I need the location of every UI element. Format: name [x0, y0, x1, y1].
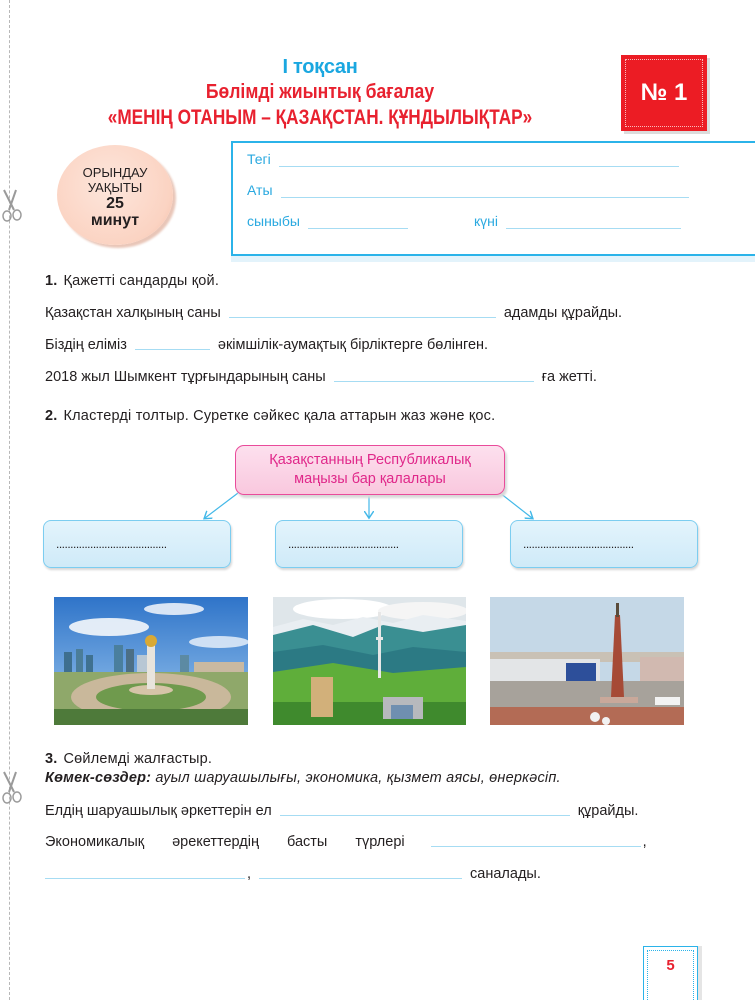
task3-line1: [45, 803, 638, 819]
task1-line2: [45, 337, 488, 353]
city-answer-box-3[interactable]: .......................................: [510, 520, 698, 568]
page-number-tab: [643, 946, 698, 1000]
task1-number: 1.: [45, 273, 58, 289]
task1-line1-suffix: адамды құрайды.: [503, 305, 623, 321]
city-answer-box-2[interactable]: .......................................: [275, 520, 463, 568]
task2-instruction: Кластерді толтыр. Суретке сәйкес қала аттарын жаз және қос.: [63, 408, 496, 424]
surname-label: Тегі: [247, 151, 271, 167]
task1-line2-text: Біздің еліміз: [45, 337, 127, 353]
task1-line3: [45, 369, 597, 385]
city-photo-almaty: [273, 597, 466, 725]
task3-line1-text: Елдің шаруашылық әркеттерін ел: [45, 803, 272, 819]
task3-line2-comma: ,: [642, 834, 647, 850]
name-label: Аты: [247, 182, 273, 198]
task1-line2-suffix: әкімшілік-аумақтық бірліктерге бөлінген.: [217, 337, 489, 353]
task1-line1-text: Қазақстан халқының саны: [45, 305, 221, 321]
task3-number: 3.: [45, 751, 58, 767]
class-field[interactable]: [308, 217, 408, 229]
cut-line: [9, 0, 10, 1000]
help-words: ауыл шаруашылығы, экономика, қызмет аясы, өнеркәсіп.: [155, 770, 561, 786]
city-photo-shymkent: [490, 597, 684, 725]
city-answer-box-1[interactable]: .......................................: [43, 520, 231, 568]
timer-value: 25: [106, 195, 124, 212]
task3-line2-word3: басты: [286, 834, 328, 850]
task3-line3-comma: ,: [247, 866, 252, 882]
activity-type-blank-2[interactable]: [45, 869, 245, 879]
page-number: 5: [647, 950, 694, 1000]
help-words-label: Көмек-сөздер:: [45, 770, 152, 786]
task1-line3-text: 2018 жыл Шымкент тұрғындарының саны: [45, 369, 326, 385]
population-blank[interactable]: [229, 308, 496, 318]
task1-line3-suffix: ға жетті.: [541, 369, 597, 385]
shymkent-population-blank[interactable]: [334, 372, 534, 382]
city-photo-astana: [54, 597, 248, 725]
task2-heading: [45, 408, 495, 424]
scissors-icon: [0, 188, 24, 224]
task2-number: 2.: [45, 408, 58, 424]
regions-count-blank[interactable]: [135, 340, 210, 350]
page-header: [40, 55, 600, 131]
task3-line3: [45, 866, 541, 882]
page-title: «МЕНІҢ ОТАНЫМ – ҚАЗАҚСТАН. ҚҰНДЫЛЫҚТАР»: [107, 106, 533, 129]
task3-line3-suffix: саналады.: [470, 866, 541, 882]
number-badge-label: № 1: [625, 59, 703, 127]
date-label: күні: [474, 213, 498, 229]
class-label: сыныбы: [247, 213, 300, 229]
timer-unit: минут: [90, 212, 140, 229]
task3-line2-word1: Экономикалық: [45, 834, 145, 850]
help-words-line: [45, 770, 561, 786]
activity-type-blank-1[interactable]: [431, 837, 641, 847]
cluster-center-node: [235, 445, 505, 495]
cluster-center-line1: Қазақстанның Республикалық: [269, 452, 471, 468]
task3-line2-word4: түрлері: [355, 834, 405, 850]
timer-line1: ОРЫНДАУ: [82, 165, 148, 180]
task1-line1: [45, 305, 622, 321]
task3-line1-suffix: құрайды.: [577, 803, 639, 819]
cluster-center-line2: маңызы бар қалалары: [294, 471, 446, 487]
time-limit-badge: [57, 145, 173, 245]
task3-line2-word2: әрекеттердің: [172, 834, 259, 850]
date-field[interactable]: [506, 217, 681, 229]
economy-blank[interactable]: [280, 806, 570, 816]
activity-type-blank-3[interactable]: [259, 869, 462, 879]
task1-instruction: Қажетті сандарды қой.: [63, 273, 220, 289]
number-badge: [621, 55, 707, 131]
surname-field[interactable]: [279, 155, 679, 167]
task3-heading: [45, 751, 212, 767]
timer-line2: УАҚЫТЫ: [87, 180, 143, 195]
task3-instruction: Сөйлемді жалғастыр.: [63, 751, 213, 767]
quarter-label: І тоқсан: [282, 56, 358, 78]
name-field[interactable]: [281, 186, 689, 198]
scissors-icon: [0, 770, 24, 806]
assessment-subtitle: Бөлімді жиынтық бағалау: [205, 81, 435, 103]
student-info-box: [231, 141, 755, 256]
task1-heading: [45, 273, 219, 289]
task3-line2: [45, 834, 695, 850]
